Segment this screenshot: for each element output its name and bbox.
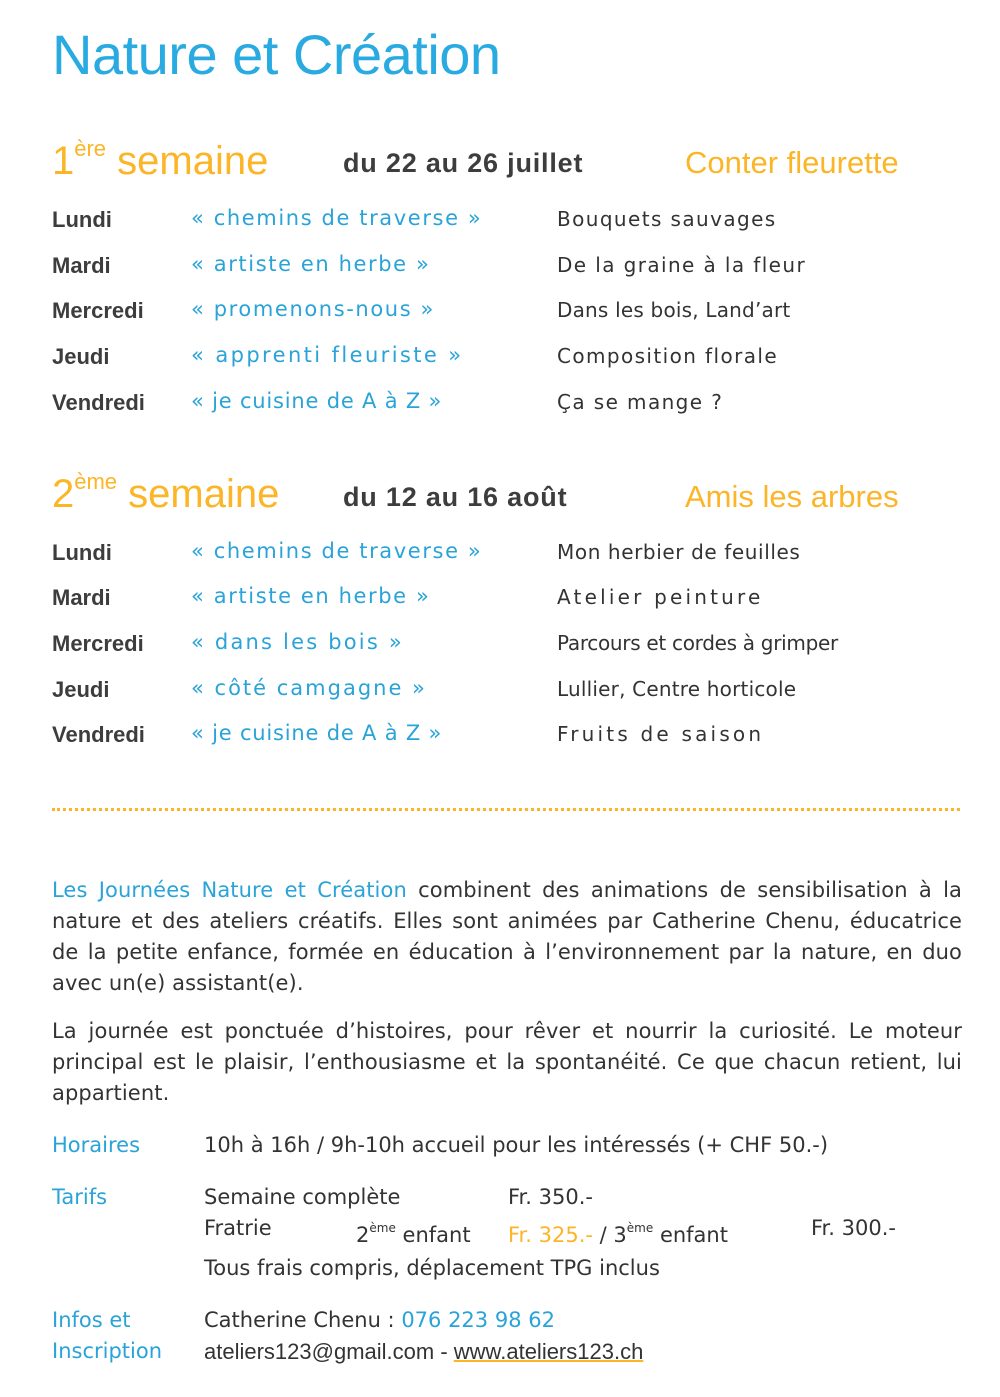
tarif-second-price-group bbox=[508, 1213, 728, 1251]
week-1-activity-4: Composition florale bbox=[557, 344, 779, 368]
week-2-number: 2 bbox=[52, 472, 75, 516]
week-2-day-1: Lundi bbox=[52, 540, 112, 565]
week-1-atelier-1: « chemins de traverse » bbox=[191, 206, 483, 230]
week-2-activity-4: Lullier, Centre horticole bbox=[557, 677, 797, 701]
week-2-heading bbox=[52, 469, 279, 517]
horaires-value: 10h à 16h / 9h-10h accueil pour les intéressés (+ CHF 50.-) bbox=[204, 1133, 829, 1157]
contact-name-phone bbox=[204, 1305, 555, 1336]
week-2-atelier-2: « artiste en herbe » bbox=[191, 584, 431, 608]
tarif-full-week-price: Fr. 350.- bbox=[508, 1185, 593, 1209]
week-2-activity-3: Parcours et cordes à grimper bbox=[557, 631, 838, 655]
contact-email-web bbox=[204, 1336, 643, 1367]
second-child-suffix: ème bbox=[369, 1221, 396, 1235]
contact-email[interactable]: ateliers123@gmail.com bbox=[204, 1339, 435, 1364]
tarif-third-child-price: Fr. 300.- bbox=[811, 1216, 896, 1240]
week-1-suffix: ère bbox=[74, 136, 107, 161]
horaires-label: Horaires bbox=[52, 1133, 141, 1157]
week-2-day-5: Vendredi bbox=[52, 722, 145, 747]
contact-dash: - bbox=[434, 1339, 454, 1364]
week-2-activity-2: Atelier peinture bbox=[557, 585, 764, 609]
week-2-day-4: Jeudi bbox=[52, 677, 110, 702]
contact-website-link[interactable]: www.ateliers123.ch bbox=[453, 1339, 644, 1364]
week-1-theme: Conter fleurette bbox=[685, 145, 899, 180]
description-paragraph-2: La journée est ponctuée d’histoires, pour rêver et nourrir la curiosité. Le moteur principal est le plaisir, l’enthousiasme et la spontanéité. Ce que chacun retient, lui appartient. bbox=[52, 1019, 962, 1105]
contact-label-line-1: Infos et bbox=[52, 1308, 131, 1332]
third-child-word: enfant bbox=[659, 1223, 728, 1247]
week-1-activity-1: Bouquets sauvages bbox=[557, 207, 777, 231]
tarif-note: Tous frais compris, déplacement TPG inclus bbox=[204, 1256, 660, 1280]
week-2-atelier-5: « je cuisine de A à Z » bbox=[191, 721, 443, 745]
contact-phone[interactable]: 076 223 98 62 bbox=[401, 1308, 555, 1332]
tarif-sibling-label: Fratrie bbox=[204, 1216, 272, 1240]
tarifs-label: Tarifs bbox=[52, 1185, 108, 1209]
week-1-activity-2: De la graine à la fleur bbox=[557, 253, 807, 277]
week-1-day-5: Vendredi bbox=[52, 390, 145, 415]
week-1-atelier-5: « je cuisine de A à Z » bbox=[191, 389, 443, 413]
second-child-word: enfant bbox=[402, 1223, 471, 1247]
description-paragraph-1 bbox=[52, 875, 962, 999]
week-1-dates: du 22 au 26 juillet bbox=[343, 148, 584, 178]
description-text: combinent des animations de sensibilisation à la nature et des ateliers créatifs. Elles sont animées par Catherine Chenu, éducatrice de la petite enfance, formée en éducation à l’environnement par la nature, en duo avec un(e) assistant(e). bbox=[52, 878, 962, 995]
week-1-activity-3: Dans les bois, Land’art bbox=[557, 298, 791, 322]
week-2-dates: du 12 au 16 août bbox=[343, 482, 568, 512]
dotted-divider bbox=[52, 808, 960, 811]
week-1-day-2: Mardi bbox=[52, 253, 111, 278]
week-1-day-4: Jeudi bbox=[52, 344, 110, 369]
week-1-activity-5: Ça se mange ? bbox=[557, 390, 724, 414]
week-1-number: 1 bbox=[52, 139, 75, 183]
week-1-day-3: Mercredi bbox=[52, 298, 144, 323]
week-1-atelier-2: « artiste en herbe » bbox=[191, 252, 431, 276]
contact-label-line-2: Inscription bbox=[52, 1339, 163, 1363]
contact-name: Catherine Chenu : bbox=[204, 1308, 402, 1332]
week-2-word: semaine bbox=[128, 472, 280, 516]
week-2-day-2: Mardi bbox=[52, 585, 111, 610]
tarif-separator: / bbox=[599, 1223, 607, 1247]
third-child-suffix: ème bbox=[626, 1221, 654, 1235]
week-1-word: semaine bbox=[117, 139, 269, 183]
tarif-full-week-label: Semaine complète bbox=[204, 1185, 401, 1209]
week-1-atelier-3: « promenons-nous » bbox=[191, 297, 435, 321]
week-2-day-3: Mercredi bbox=[52, 631, 144, 656]
week-2-atelier-3: « dans les bois » bbox=[191, 630, 404, 654]
tarif-second-child bbox=[356, 1213, 471, 1251]
week-1-atelier-4: « apprenti fleuriste » bbox=[191, 343, 464, 367]
week-1-heading bbox=[52, 136, 268, 184]
second-child-number: 2 bbox=[356, 1223, 370, 1247]
week-2-suffix: ème bbox=[74, 469, 118, 494]
tarif-second-child-price: Fr. 325.- bbox=[508, 1223, 593, 1247]
description-highlight: Les Journées Nature et Création bbox=[52, 878, 407, 902]
week-2-activity-5: Fruits de saison bbox=[557, 722, 765, 746]
week-2-atelier-4: « côté camgagne » bbox=[191, 676, 427, 700]
week-2-activity-1: Mon herbier de feuilles bbox=[557, 540, 801, 564]
week-2-theme: Amis les arbres bbox=[685, 479, 899, 514]
third-child-number: 3 bbox=[613, 1223, 627, 1247]
week-1-day-1: Lundi bbox=[52, 207, 112, 232]
week-2-atelier-1: « chemins de traverse » bbox=[191, 539, 483, 563]
page-title: Nature et Création bbox=[52, 23, 501, 86]
